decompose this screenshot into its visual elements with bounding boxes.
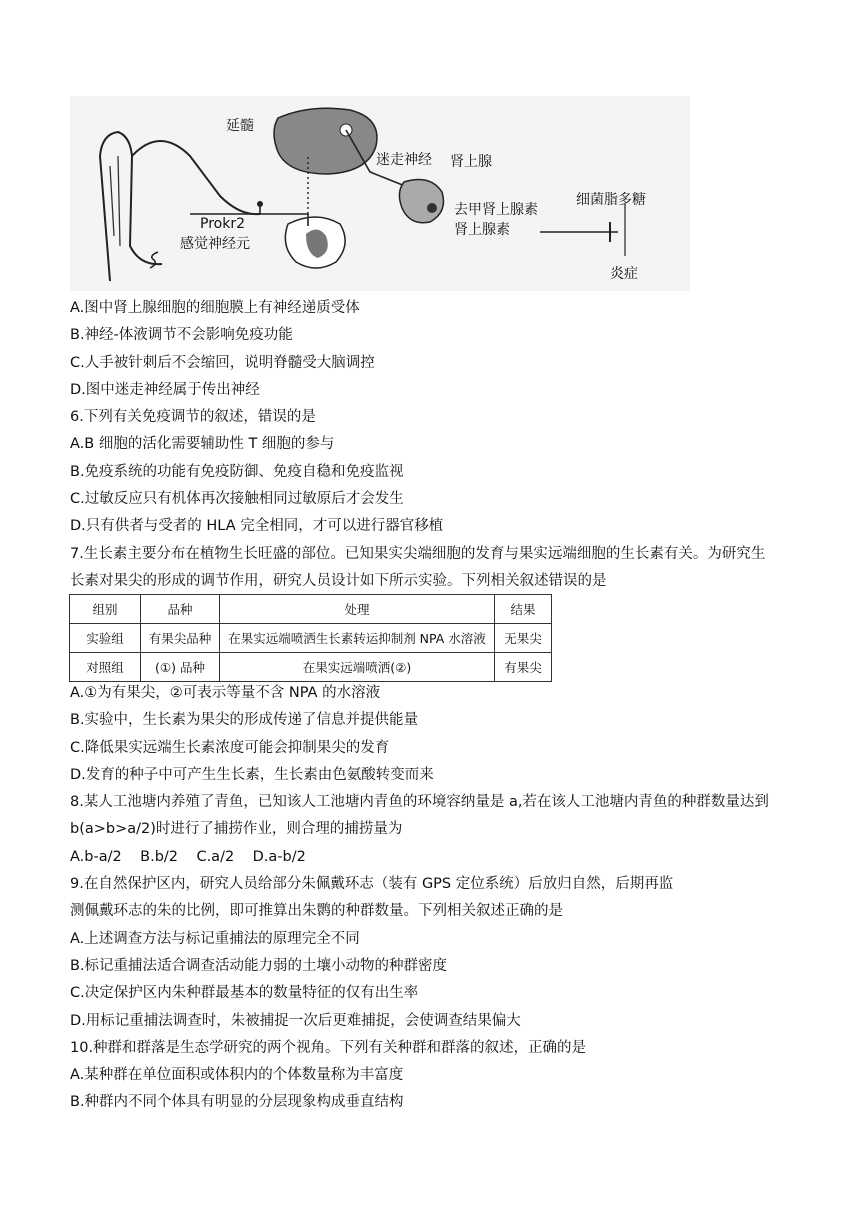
table-cell: 在果实远端喷洒生长素转运抑制剂 NPA 水溶液 (220, 624, 495, 653)
table-cell: 无果尖 (495, 624, 552, 653)
option-line: B.种群内不同个体具有明显的分层现象构成垂直结构 (70, 1094, 404, 1111)
table-cell: 对照组 (70, 653, 141, 682)
option-line: D.只有供者与受者的 HLA 完全相同，才可以进行器官移植 (70, 518, 444, 535)
option-line: C.过敏反应只有机体再次接触相同过敏原后才会发生 (70, 491, 404, 508)
option-line: A.B 细胞的活化需要辅助性 T 细胞的参与 (70, 436, 335, 453)
label-adrenal: 肾上腺 (450, 154, 492, 170)
option-line: A.某种群在单位面积或体积内的个体数量称为丰富度 (70, 1067, 404, 1084)
option-line: B.标记重捕法适合调查活动能力弱的土壤小动物的种群密度 (70, 957, 448, 974)
label-inflammation: 炎症 (610, 266, 638, 282)
label-noradrenaline: 去甲肾上腺素 (454, 202, 538, 218)
table-cell: 有果尖 (495, 653, 552, 682)
question-stem-cont: 测佩戴环志的朱的比例，即可推算出朱鹮的种群数量。下列相关叙述正确的是 (70, 903, 563, 920)
label-vagus: 迷走神经 (376, 152, 432, 168)
neural-pathway-diagram (70, 96, 690, 291)
question-text-top (70, 295, 810, 595)
table-header-cell: 组别 (70, 595, 141, 624)
option-line: A.b-a/2 B.b/2 C.a/2 D.a-b/2 (70, 848, 306, 865)
question-stem: 8.某人工池塘内养殖了青鱼，已知该人工池塘内青鱼的环境容纳量是 a,若在该人工池塘内青鱼的种群数量达到 (70, 794, 769, 811)
question-stem: 9.在自然保护区内，研究人员给部分朱佩戴环志（装有 GPS 定位系统）后放归自然，后期再监 (70, 876, 674, 893)
option-line: D.发育的种子中可产生生长素，生长素由色氨酸转变而来 (70, 766, 434, 783)
option-line: C.降低果实远端生长素浓度可能会抑制果尖的发育 (70, 739, 390, 756)
table-header-cell: 处理 (220, 595, 495, 624)
question-stem-cont: b(a>b>a/2)时进行了捕捞作业，则合理的捕捞量为 (70, 821, 403, 838)
label-prokr2: Prokr2 (200, 216, 245, 232)
table-row (70, 653, 552, 682)
label-sensory: 感觉神经元 (180, 236, 250, 252)
option-line: A.①为有果尖，②可表示等量不含 NPA 的水溶液 (70, 685, 381, 701)
medulla-shape (274, 108, 377, 174)
table-cell: 实验组 (70, 624, 141, 653)
neural-pathway-figure (70, 96, 690, 291)
label-lps: 细菌脂多糖 (576, 192, 646, 208)
option-line: B.免疫系统的功能有免疫防御、免疫自稳和免疫监视 (70, 463, 404, 480)
option-line: A.上述调查方法与标记重捕法的原理完全不同 (70, 930, 360, 947)
label-medulla: 延髓 (226, 118, 254, 134)
table-cell: (①) 品种 (141, 653, 220, 682)
label-adrenaline: 肾上腺素 (454, 222, 510, 238)
option-line: D.用标记重捕法调查时，朱被捕捉一次后更难捕捉，会使调查结果偏大 (70, 1012, 521, 1029)
table-header-cell: 结果 (495, 595, 552, 624)
question-stem: 6.下列有关免疫调节的叙述，错误的是 (70, 409, 316, 426)
experiment-table (69, 594, 552, 682)
question-stem: 7.生长素主要分布在植物生长旺盛的部位。已知果实尖端细胞的发育与果实远端细胞的生长素有关。为研究生 (70, 545, 766, 562)
option-line: B.实验中，生长素为果尖的形成传递了信息并提供能量 (70, 712, 419, 729)
ganglion-dot (257, 201, 263, 207)
option-line: C.人手被针刺后不会缩回，说明脊髓受大脑调控 (70, 354, 375, 371)
table-header-cell: 品种 (141, 595, 220, 624)
question-stem: 10.种群和群落是生态学研究的两个视角。下列有关种群和群落的叙述，正确的是 (70, 1039, 587, 1056)
question-stem-cont: 长素对果尖的形成的调节作用，研究人员设计如下所示实验。下列相关叙述错误的是 (70, 572, 607, 589)
secretion-dots (427, 203, 437, 213)
option-line: A.图中肾上腺细胞的细胞膜上有神经递质受体 (70, 300, 360, 316)
table-row (70, 624, 552, 653)
option-line: B.神经-体液调节不会影响免疫功能 (70, 327, 293, 344)
option-line: C.决定保护区内朱种群最基本的数量特征的仅有出生率 (70, 985, 419, 1002)
question-text-bottom (70, 680, 810, 1117)
table-cell: 在果实远端喷洒(②) (220, 653, 495, 682)
table-cell: 有果尖品种 (141, 624, 220, 653)
option-line: D.图中迷走神经属于传出神经 (70, 381, 260, 398)
table-header-row (70, 595, 552, 624)
